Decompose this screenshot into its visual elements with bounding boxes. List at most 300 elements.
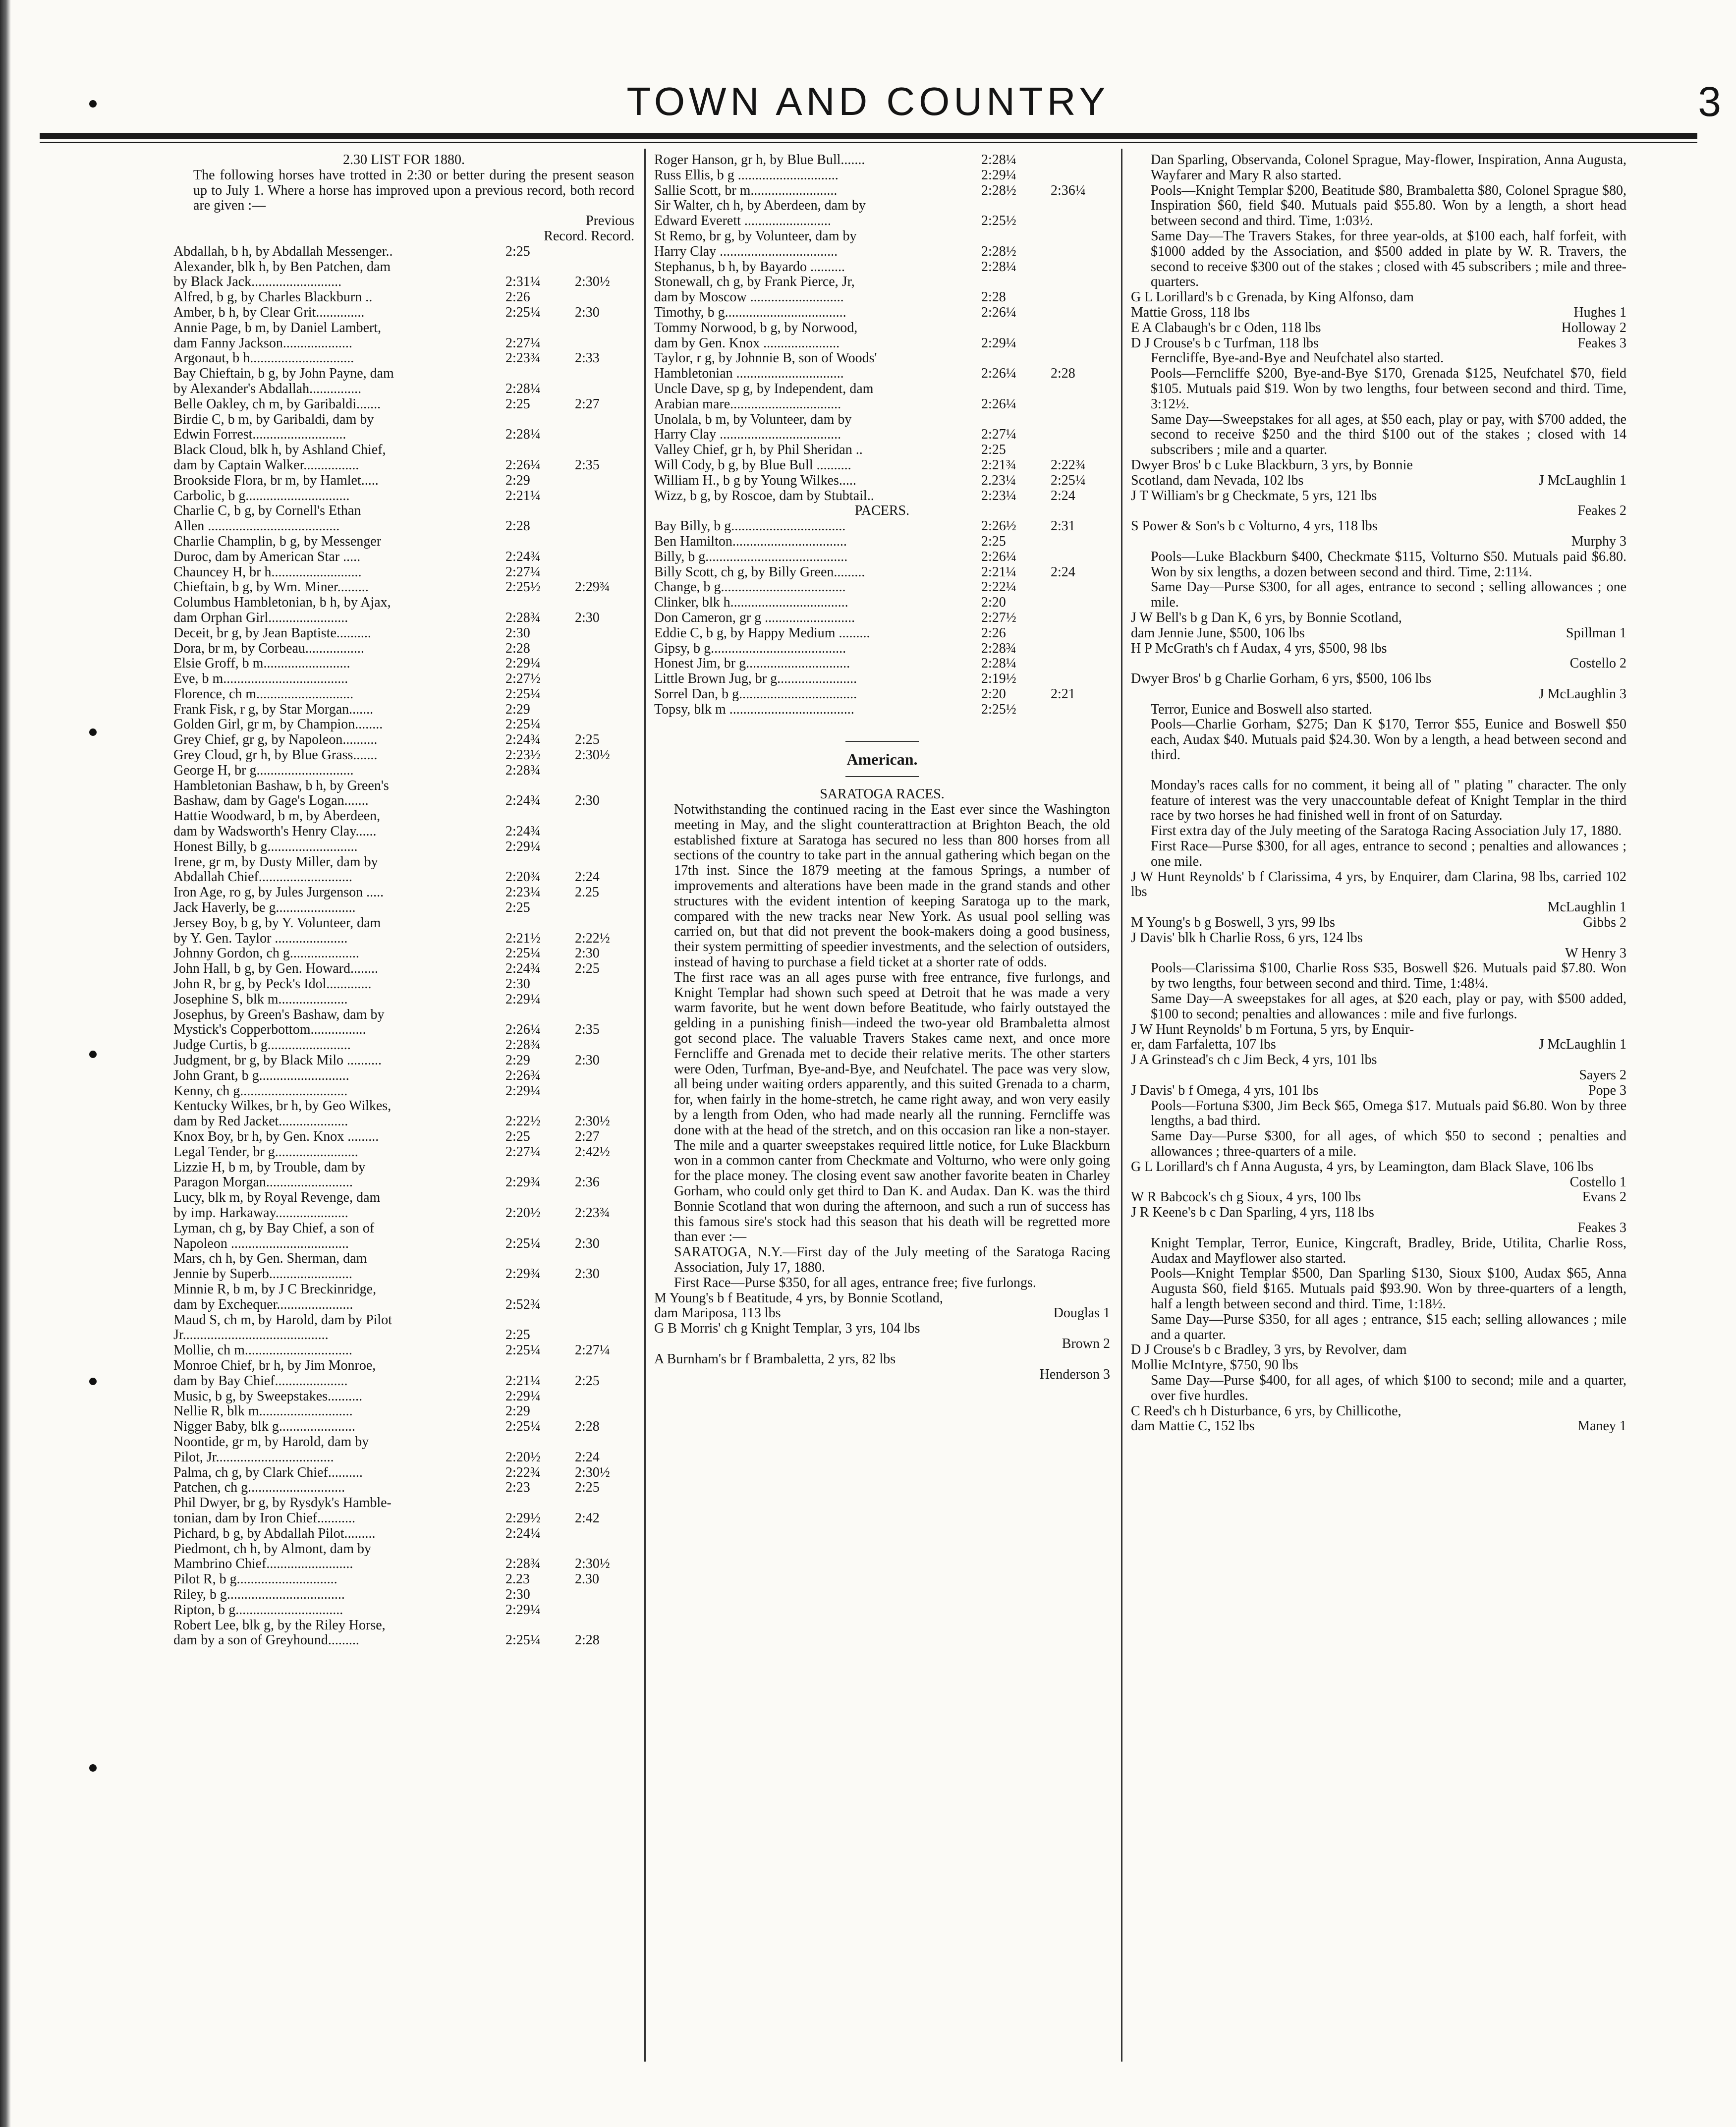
- horse-entry: [173, 351, 634, 366]
- horse-entry: [173, 1618, 634, 1633]
- previous-record: 2:30: [575, 946, 600, 961]
- horse-entry: [173, 1175, 634, 1190]
- result-line: [1131, 321, 1626, 336]
- horse-entry: [173, 412, 634, 428]
- horse-entry: [654, 443, 1110, 458]
- short-rule: [654, 767, 1110, 787]
- horse-name: Jersey Boy, b g, by Y. Volunteer, dam: [173, 915, 381, 931]
- horse-name: Argonaut, b h..............................: [173, 351, 354, 366]
- horse-entry: [173, 1267, 634, 1282]
- right-aligned-line: Brown 2: [1062, 1336, 1110, 1351]
- horse-name: Palma, ch g, by Clark Chief..........: [173, 1465, 363, 1480]
- previous-record: 2:35: [575, 1022, 600, 1038]
- horse-entry: [173, 1557, 634, 1572]
- record-time: 2:26¾: [505, 1068, 541, 1083]
- record-time: 2:25: [505, 900, 530, 916]
- previous-record: 2:30: [575, 1267, 600, 1282]
- horse-name: Honest Billy, b g..........................: [173, 839, 358, 854]
- masthead: [0, 74, 1736, 129]
- right-aligned-line: Murphy 3: [1571, 534, 1626, 549]
- horse-name: Valley Chief, gr h, by Phil Sheridan ..: [654, 443, 863, 458]
- horse-entry: [173, 779, 634, 794]
- horse-entry: [173, 1236, 634, 1252]
- record-time: 2:29¼: [505, 1602, 541, 1618]
- record-time: 2:24¾: [505, 793, 541, 809]
- record-time: 2:25: [505, 1129, 530, 1144]
- previous-record: 2:30: [575, 1053, 600, 1068]
- entry-text: dam Mariposa, 113 lbs: [654, 1306, 781, 1321]
- record-time: 2:25: [981, 443, 1006, 458]
- previous-record: 2:28: [1051, 366, 1075, 382]
- horse-name: Mars, ch h, by Gen. Sherman, dam: [173, 1251, 367, 1267]
- horse-name: Don Cameron, gr g ..........................: [654, 610, 855, 625]
- record-time: 2:25¼: [505, 305, 541, 320]
- horse-entry: [173, 1603, 634, 1618]
- horse-entry: [173, 336, 634, 351]
- record-time: 2:21¼: [981, 564, 1016, 580]
- record-time: 2:25¼: [505, 717, 541, 732]
- horse-entry: [173, 275, 634, 290]
- paragraph: Pools—Luke Blackburn $400, Checkmate $115, Volturno $50. Mutuals paid $6.80. Won by six lengths, a dozen between second and third. Time, 2:11¼.: [1151, 549, 1626, 580]
- horse-entry: [173, 1389, 634, 1404]
- horse-entry: [173, 1587, 634, 1603]
- horse-entry: [173, 900, 634, 916]
- record-time: 2:29¼: [981, 336, 1016, 351]
- previous-record: 2:27: [575, 396, 600, 412]
- horse-name: dam by Wadsworth's Henry Clay......: [173, 824, 377, 840]
- horse-entry: [654, 595, 1110, 611]
- horse-name: Judgment, br g, by Black Milo ..........: [173, 1053, 382, 1068]
- horse-name: Annie Page, b m, by Daniel Lambert,: [173, 320, 382, 336]
- right-aligned-line: Sayers 2: [1579, 1068, 1626, 1083]
- paragraph: Ferncliffe, Bye-and-Bye and Neufchatel also started.: [1151, 351, 1444, 366]
- horse-name: Jr..........................................: [173, 1328, 329, 1343]
- horse-entry: [173, 260, 634, 275]
- previous-record: 2:23¾: [575, 1205, 610, 1221]
- record-time: 2:25¼: [505, 946, 541, 961]
- horse-name: Bashaw, dam by Gage's Logan.......: [173, 793, 369, 809]
- horse-entry: [173, 1542, 634, 1557]
- previous-record: 2:35: [575, 457, 600, 473]
- record-time: 2:28: [981, 290, 1006, 305]
- previous-record: 2:30½: [575, 275, 610, 290]
- horse-name: dam Orphan Girl.......................: [173, 610, 348, 625]
- record-time: 2:29: [505, 1404, 530, 1419]
- paragraph: Same Day—Purse $300, for all ages, entrance to second ; selling allowances ; one mile.: [1151, 580, 1626, 611]
- paragraph: Pools—Knight Templar $200, Beatitude $80, Brambaletta $80, Colonel Sprague $80, Inspiration $60, field $40. Mutuals paid $55.80. Won by a length, a short head between second and third. Time, 1:03½.: [1151, 183, 1626, 229]
- horse-name: Nigger Baby, blk g......................: [173, 1419, 355, 1435]
- horse-name: Allen ......................................: [173, 519, 340, 534]
- punch-hole: [89, 728, 97, 736]
- record-time: 2:27¼: [981, 427, 1016, 443]
- horse-entry: [654, 611, 1110, 626]
- column-rule: [644, 149, 646, 2062]
- punch-hole: [89, 1378, 97, 1385]
- horse-name: Jennie by Superb........................: [173, 1267, 352, 1282]
- result-line: [1131, 1083, 1626, 1099]
- record-time: 2:25½: [981, 702, 1016, 717]
- horse-name: dam by Gen. Knox ......................: [654, 336, 840, 351]
- jockey-placing: Evans 2: [1582, 1190, 1626, 1205]
- paragraph: Pools—Ferncliffe $200, Bye-and-Bye $170, Grenada $125, Neufchatel $70, field $105. Mutuals paid $19. Won by two lengths, four between second and third. Time, 3:12½.: [1151, 366, 1626, 412]
- previous-record: 2:30½: [575, 1557, 610, 1572]
- horse-name: Edwin Forrest...........................: [173, 427, 346, 443]
- horse-entry: [173, 321, 634, 336]
- entry-text: E A Clabaugh's br c Oden, 118 lbs: [1131, 320, 1321, 336]
- horse-entry: [173, 793, 634, 809]
- horse-entry: [173, 1343, 634, 1358]
- horse-entry: [173, 626, 634, 641]
- previous-record: 2:30: [575, 1236, 600, 1251]
- record-time: 2:21½: [505, 931, 541, 946]
- horse-entry: [654, 550, 1110, 565]
- previous-record: 2.25: [575, 885, 599, 900]
- horse-name: by Black Jack..........................: [173, 275, 342, 290]
- horse-entry: [173, 1068, 634, 1084]
- record-time: 2:20¾: [505, 870, 541, 885]
- record-time: 2:25: [505, 1328, 530, 1343]
- result-line: J T William's br g Checkmate, 5 yrs, 121 lbs: [1131, 488, 1377, 504]
- previous-record: 2:36¼: [1051, 183, 1086, 198]
- horse-name: Carbolic, b g..............................: [173, 488, 350, 504]
- horse-entry: [173, 397, 634, 412]
- horse-entry: [173, 427, 634, 443]
- record-time: 2:31¼: [505, 275, 541, 290]
- horse-entry: [173, 519, 634, 534]
- previous-record: 2.30: [575, 1572, 599, 1587]
- result-line: [1131, 1190, 1626, 1205]
- horse-name: Roger Hanson, gr h, by Blue Bull.......: [654, 153, 865, 168]
- punch-hole: [89, 1051, 97, 1058]
- horse-name: Josephus, by Green's Bashaw, dam by: [173, 1007, 385, 1022]
- result-line: [1131, 1205, 1626, 1221]
- horse-name: Pichard, b g, by Abdallah Pilot.........: [173, 1526, 376, 1541]
- page-edge-shadow: [0, 0, 11, 2127]
- horse-name: Noontide, gr m, by Harold, dam by: [173, 1434, 369, 1450]
- result-line: J W Hunt Reynolds' b f Clarissima, 4 yrs, by Enquirer, dam Clarina, 98 lbs, carried 102 lbs: [1131, 869, 1626, 900]
- horse-entry: [173, 1465, 634, 1481]
- paragraph: Pools—Fortuna $300, Jim Beck $65, Omega $17. Mutuals paid $6.80. Won by three lengths, a bad third.: [1151, 1098, 1626, 1129]
- horse-entry: [173, 382, 634, 397]
- horse-entry: [654, 382, 1110, 397]
- column-2-racing: [654, 153, 1110, 2085]
- previous-record: 2:30: [575, 793, 600, 809]
- horse-name: Will Cody, b g, by Blue Bull ..........: [654, 457, 851, 473]
- result-line: S Power & Son's b c Volturno, 4 yrs, 118 lbs: [1131, 519, 1378, 534]
- horse-entry: [173, 1282, 634, 1297]
- record-time: 2:28¾: [505, 610, 541, 625]
- column-1-trotting-list: [173, 153, 634, 2085]
- paragraph: The following horses have trotted in 2:30 or better during the present season up to July 1. Where a horse has improved upon a previous record, both record are given :—: [193, 168, 634, 214]
- jockey-placing: Feakes 3: [1577, 336, 1626, 351]
- horse-name: Florence, ch m............................: [173, 686, 354, 702]
- horse-entry: [173, 244, 634, 260]
- result-line: [1131, 1037, 1626, 1053]
- horse-name: tonian, dam by Iron Chief...........: [173, 1511, 356, 1526]
- horse-entry: [173, 1160, 634, 1175]
- horse-name: by imp. Harkaway.....................: [173, 1205, 348, 1221]
- entry-text: er, dam Farfaletta, 107 lbs: [1131, 1037, 1276, 1053]
- horse-entry: [173, 946, 634, 961]
- horse-entry: [654, 168, 1110, 183]
- horse-entry: [654, 687, 1110, 702]
- entry-text: M Young's b g Boswell, 3 yrs, 99 lbs: [1131, 915, 1335, 931]
- record-time: 2:26¼: [981, 549, 1016, 564]
- horse-name: Taylor, r g, by Johnnie B, son of Woods': [654, 351, 877, 366]
- horse-entry: [173, 443, 634, 458]
- record-time: 2:28¼: [505, 381, 541, 396]
- result-line: H P McGrath's ch f Audax, 4 yrs, $500, 98 lbs: [1131, 641, 1387, 656]
- spacer: [1131, 763, 1626, 778]
- horse-name: John R, br g, by Peck's Idol.............: [173, 977, 372, 992]
- result-line: D J Crouse's b c Bradley, 3 yrs, by Revolver, dam: [1131, 1343, 1407, 1358]
- horse-entry: [654, 198, 1110, 214]
- record-time: 2:28¼: [981, 153, 1016, 168]
- horse-name: Nellie R, blk m...........................: [173, 1404, 353, 1419]
- jockey-placing: J McLaughlin 1: [1538, 1037, 1626, 1053]
- horse-name: Phil Dwyer, br g, by Rysdyk's Hamble-: [173, 1496, 392, 1511]
- record-time: 2:30: [505, 625, 530, 641]
- horse-entry: [173, 1297, 634, 1313]
- horse-entry: [173, 672, 634, 687]
- horse-name: Napoleon ..................................: [173, 1236, 349, 1251]
- horse-name: Hambletonian Bashaw, b h, by Green's: [173, 778, 389, 793]
- entry-text: D J Crouse's b c Turfman, 118 lbs: [1131, 336, 1319, 351]
- horse-name: Bay Billy, b g.................................: [654, 519, 846, 534]
- horse-name: Josephine S, blk m....................: [173, 992, 348, 1007]
- previous-record: 2:25: [575, 961, 600, 977]
- horse-entry: [173, 305, 634, 321]
- horse-entry: [654, 183, 1110, 199]
- horse-name: Columbus Hambletonian, b h, by Ajax,: [173, 595, 391, 611]
- record-time: 2:22¾: [505, 1465, 541, 1480]
- record-time: 2:29¼: [505, 992, 541, 1007]
- jockey-placing: Spillman 1: [1566, 625, 1626, 641]
- result-line: [1131, 1419, 1626, 1434]
- horse-entry: [173, 1022, 634, 1038]
- horse-entry: [173, 916, 634, 931]
- result-line: [1131, 626, 1626, 641]
- record-time: 2:29¾: [505, 1175, 541, 1190]
- horse-name: Monroe Chief, br h, by Jim Monroe,: [173, 1358, 376, 1373]
- result-line: [654, 1306, 1110, 1321]
- horse-name: Ripton, b g...............................: [173, 1602, 343, 1618]
- record-time: 2.23: [505, 1572, 530, 1587]
- right-aligned-line: Record. Record.: [544, 228, 634, 244]
- result-line: G L Lorillard's ch f Anna Augusta, 4 yrs, by Leamington, dam Black Slave, 106 lbs: [1131, 1159, 1594, 1175]
- paragraph: Same Day—The Travers Stakes, for three year-olds, at $100 each, half forfeit, with $1000 added by the Association, and $500 added in plate by W. R. Travers, the second to receive $300 out of the stakes ; closed with 45 subscribers ; mile and three-quarters.: [1151, 228, 1626, 290]
- horse-name: dam Fanny Jackson....................: [173, 336, 352, 351]
- horse-entry: [173, 763, 634, 779]
- record-time: 2:21¼: [505, 488, 541, 504]
- horse-name: Sallie Scott, br m.........................: [654, 183, 838, 198]
- jockey-placing: Holloway 2: [1561, 320, 1626, 336]
- horse-entry: [173, 840, 634, 855]
- horse-name: Charlie Champlin, b g, by Messenger: [173, 534, 382, 549]
- record-time: 2:24¾: [505, 732, 541, 748]
- horse-name: Deceit, br g, by Jean Baptiste..........: [173, 625, 371, 641]
- previous-record: 2:30½: [575, 1114, 610, 1129]
- jockey-placing: J McLaughlin 1: [1538, 473, 1626, 488]
- record-time: 2:23: [505, 1480, 530, 1496]
- horse-entry: [173, 1145, 634, 1160]
- record-time: 2:19½: [981, 672, 1016, 687]
- horse-name: by Alexander's Abdallah...............: [173, 381, 362, 396]
- horse-entry: [173, 702, 634, 718]
- paragraph: Monday's races calls for no comment, it being all of " plating " character. The only feature of interest was the very unaccountable defeat of Knight Templar in the third race by two horses he had finished well in front of on Saturday.: [1151, 778, 1626, 824]
- horse-name: Harry Clay ...................................: [654, 427, 841, 443]
- horse-name: Knox Boy, br h, by Gen. Knox .........: [173, 1129, 379, 1144]
- horse-name: Brookside Flora, br m, by Hamlet.....: [173, 473, 379, 488]
- jockey-placing: Pope 3: [1588, 1083, 1626, 1098]
- record-time: 2:25¼: [505, 686, 541, 702]
- result-line: J W Bell's b g Dan K, 6 yrs, by Bonnie Scotland,: [1131, 610, 1402, 625]
- horse-name: Legal Tender, br g........................: [173, 1144, 358, 1160]
- previous-record: 2:30½: [575, 1465, 610, 1480]
- horse-entry: [173, 641, 634, 657]
- horse-entry: [173, 611, 634, 626]
- horse-name: Patchen, ch g............................: [173, 1480, 345, 1496]
- horse-name: Jack Haverly, be g.......................: [173, 900, 356, 916]
- horse-name: Maud S, ch m, by Harold, dam by Pilot: [173, 1312, 392, 1328]
- horse-entry: [173, 717, 634, 732]
- horse-entry: [173, 1374, 634, 1389]
- horse-name: John Hall, b g, by Gen. Howard........: [173, 961, 378, 977]
- horse-entry: [173, 580, 634, 595]
- horse-name: Arabian mare................................: [654, 396, 841, 412]
- horse-name: Frank Fisk, r g, by Star Morgan.......: [173, 702, 374, 717]
- horse-name: Golden Girl, gr m, by Champion........: [173, 717, 383, 732]
- right-aligned-line: McLaughlin 1: [1547, 900, 1626, 915]
- previous-record: 2:42: [575, 1511, 600, 1526]
- result-line: [1131, 305, 1626, 321]
- horse-name: by Y. Gen. Taylor .....................: [173, 931, 348, 946]
- department-heading: American.: [846, 752, 918, 768]
- horse-name: dam by Red Jacket....................: [173, 1114, 348, 1129]
- horse-entry: [654, 244, 1110, 260]
- record-time: 2:29½: [505, 1511, 541, 1526]
- horse-entry: [173, 809, 634, 824]
- horse-entry: [173, 855, 634, 870]
- paragraph: The first race was an all ages purse with free entrance, five furlongs, and Knight Templar had shown such speed at Detroit that he was made a very warm favorite, but he went down before Beatitude, who fairly outstayed the gelding in a punishing finish—indeed the two-year old Brambaletta almost got second place. The valuable Travers Stakes came next, and once more Ferncliffe and Grenada met to decide their relative merits. The other starters were Oden, Turfman, Bye-and-Bye, and Neufchatel. The pace was very slow, all being under waiting orders apparently, and this suited Grenada to a charm, for, when fairly in the home-stretch, he came right away, and won very easily by a length from Oden, who had made nearly all the running. Ferncliffe was done with at the head of the stretch, and on this occasion ran like a non-stayer. The mile and a quarter sweepstakes required little notice, for Luke Blackburn won in a common canter from Checkmate and Volturno, who were only going for the place money. The closing event saw another favorite beaten in Charley Gorham, who could only get third to Dan K. and Audax. Dan K. was the third Bonnie Scotland that won during the afternoon, and such a run of success has this famous sire's stock had this season that his death will be regretted more than ever :—: [674, 970, 1110, 1245]
- horse-name: Timothy, b g...................................: [654, 305, 846, 320]
- record-time: 2:25¼: [505, 1633, 541, 1648]
- right-aligned-line: Previous: [586, 214, 634, 229]
- horse-entry: [654, 336, 1110, 351]
- horse-entry: [173, 1099, 634, 1114]
- section-heading: 2.30 LIST FOR 1880.: [342, 153, 465, 168]
- record-time: 2:30: [505, 1587, 530, 1602]
- record-time: 2.23¼: [981, 473, 1016, 488]
- horse-entry: [173, 489, 634, 504]
- record-time: 2:28¾: [505, 1557, 541, 1572]
- paragraph: Dan Sparling, Observanda, Colonel Sprague, May-flower, Inspiration, Anna Augusta, Wayfarer and Mary R also started.: [1151, 153, 1626, 183]
- previous-record: 2:22¾: [1051, 457, 1086, 473]
- entry-text: W R Babcock's ch g Sioux, 4 yrs, 100 lbs: [1131, 1190, 1361, 1205]
- record-time: 2:28¼: [505, 427, 541, 443]
- horse-entry: [654, 290, 1110, 305]
- horse-name: Black Cloud, blk h, by Ashland Chief,: [173, 443, 386, 458]
- horse-name: Little Brown Jug, br g.......................: [654, 672, 857, 687]
- horse-name: St Remo, br g, by Volunteer, dam by: [654, 228, 857, 244]
- horse-name: John Grant, b g..........................: [173, 1068, 349, 1083]
- previous-record: 2:42½: [575, 1144, 610, 1160]
- record-time: 2:29: [505, 473, 530, 488]
- record-time: 2:20: [981, 595, 1006, 611]
- horse-name: Mollie, ch m...............................: [173, 1343, 352, 1358]
- entry-text: dam Jennie June, $500, 106 lbs: [1131, 625, 1305, 641]
- horse-entry: [173, 1480, 634, 1496]
- horse-name: William H., b g by Young Wilkes.....: [654, 473, 856, 488]
- horse-name: dam by Moscow ...........................: [654, 290, 844, 305]
- record-time: 2:24¾: [505, 824, 541, 840]
- horse-name: Chauncey H, br h..........................: [173, 564, 362, 580]
- horse-name: Sir Walter, ch h, by Aberdeen, dam by: [654, 198, 866, 214]
- record-time: 2:29: [505, 702, 530, 717]
- jockey-placing: Douglas 1: [1053, 1306, 1110, 1321]
- horse-entry: [173, 1572, 634, 1587]
- record-time: 2:28½: [981, 183, 1016, 198]
- horse-name: Piedmont, ch h, by Almont, dam by: [173, 1541, 371, 1557]
- paragraph: Same Day—Purse $350, for all ages ; entrance, $15 each; selling allowances ; mile and a quarter.: [1151, 1312, 1626, 1343]
- right-aligned-line: W Henry 3: [1565, 946, 1626, 961]
- paragraph: Pools—Clarissima $100, Charlie Ross $35, Boswell $26. Mutuals paid $7.80. Won by two lengths, four between second and third. Time, 1:48¼.: [1151, 961, 1626, 992]
- horse-name: Johnny Gordon, ch g....................: [173, 946, 359, 961]
- record-time: 2:28¼: [981, 259, 1016, 275]
- record-time: 2:30: [505, 977, 530, 992]
- horse-entry: [654, 672, 1110, 687]
- horse-entry: [654, 458, 1110, 473]
- record-time: 2:52¾: [505, 1297, 541, 1312]
- right-aligned-line: Costello 1: [1569, 1175, 1626, 1190]
- paragraph: First Race—Purse $350, for all ages, entrance free; five furlongs.: [674, 1275, 1036, 1290]
- horse-name: Paragon Morgan.........................: [173, 1175, 353, 1190]
- record-time: 2:28¾: [505, 1038, 541, 1053]
- result-line: J Davis' blk h Charlie Ross, 6 yrs, 124 lbs: [1131, 930, 1363, 946]
- horse-name: Amber, b h, by Clear Grit..............: [173, 305, 365, 320]
- previous-record: 2:36: [575, 1175, 600, 1190]
- horse-name: Lizzie H, b m, by Trouble, dam by: [173, 1160, 366, 1175]
- record-time: 2:26¼: [505, 457, 541, 473]
- record-time: 2:24¾: [505, 961, 541, 977]
- horse-entry: [654, 702, 1110, 718]
- previous-record: 2:30: [575, 305, 600, 320]
- horse-name: Eve, b m....................................: [173, 672, 348, 687]
- horse-name: Music, b g, by Sweepstakes..........: [173, 1389, 363, 1404]
- horse-entry: [654, 412, 1110, 428]
- horse-entry: [173, 1526, 634, 1542]
- horse-entry: [173, 1633, 634, 1648]
- record-time: 2:28¾: [981, 641, 1016, 656]
- record-time: 2:27¼: [505, 336, 541, 351]
- column-3-racing: [1131, 153, 1626, 2085]
- horse-entry: [173, 1251, 634, 1267]
- previous-record: 2:24: [1051, 488, 1075, 504]
- horse-name: Charlie C, b g, by Cornell's Ethan: [173, 504, 361, 519]
- horse-name: Abdallah, b h, by Abdallah Messenger..: [173, 244, 393, 259]
- result-line: [1131, 915, 1626, 931]
- horse-name: Gipsy, b g.......................................: [654, 641, 846, 656]
- horse-entry: [654, 489, 1110, 504]
- horse-entry: [654, 534, 1110, 550]
- record-time: 2:28¼: [981, 656, 1016, 672]
- newspaper-title: TOWN AND COUNTRY: [626, 79, 1110, 123]
- paragraph: Same Day—Purse $400, for all ages, of which $100 to second; mile and a quarter, over five hurdles.: [1151, 1373, 1626, 1403]
- horse-entry: [173, 504, 634, 519]
- result-line: G B Morris' ch g Knight Templar, 3 yrs, 104 lbs: [654, 1321, 920, 1337]
- horse-entry: [654, 229, 1110, 244]
- horse-entry: [173, 595, 634, 611]
